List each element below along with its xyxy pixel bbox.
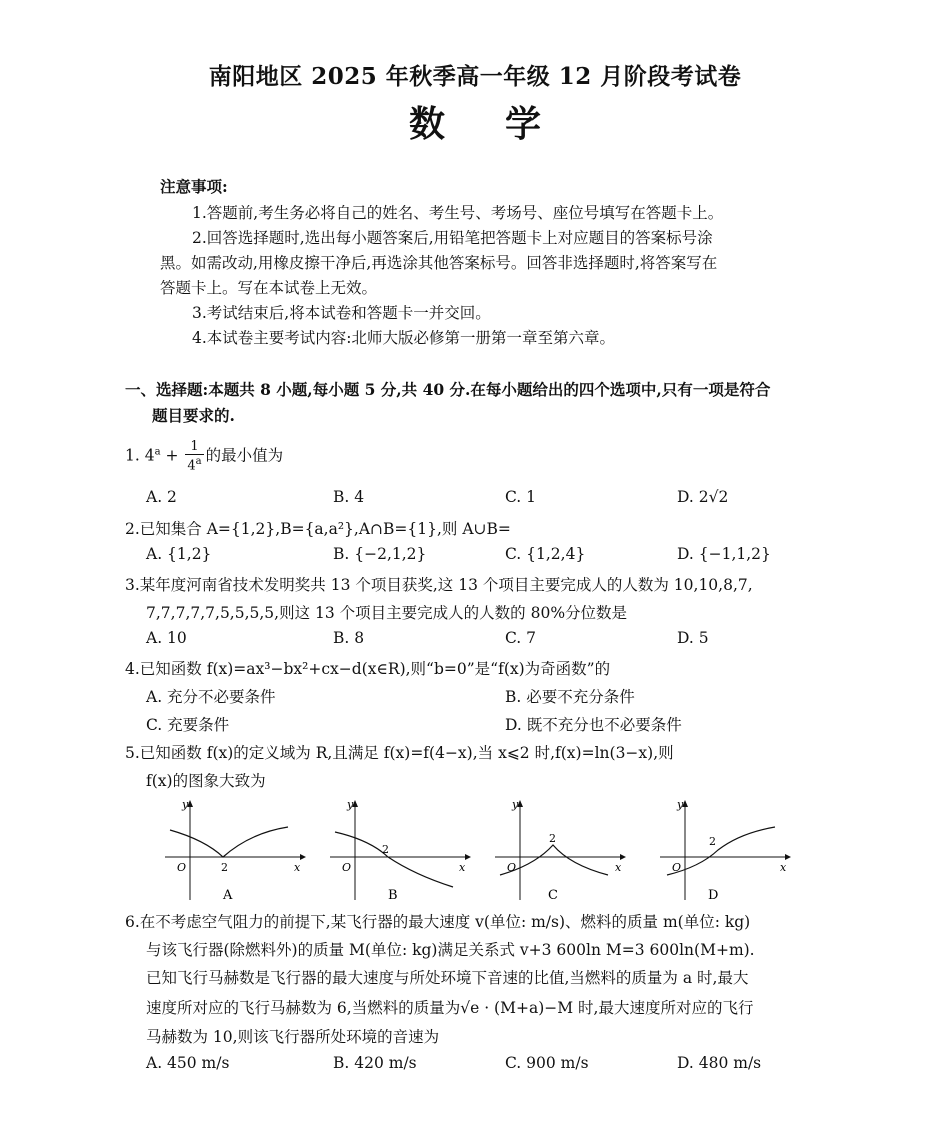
question-2-stem: 2.已知集合 A={1,2},B={a,a²},A∩B={1},则 A∪B=	[125, 520, 511, 538]
notes-item-4: 4.本试卷主要考试内容:北师大版必修第一册第一章至第六章。	[192, 329, 616, 347]
q5-a-origin: O	[177, 861, 187, 874]
question-5-stem-cont: f(x)的图象大致为	[146, 772, 266, 790]
q4-option-b: B. 必要不充分条件	[505, 688, 635, 706]
q1-den: 4	[187, 458, 196, 474]
notes-item-3: 3.考试结束后,将本试卷和答题卡一并交回。	[192, 304, 491, 322]
q4-option-d: D. 既不充分也不必要条件	[505, 716, 682, 734]
question-1-stem	[125, 440, 283, 473]
question-6-stem-3: 已知飞行马赫数是飞行器的最大速度与所处环境下音速的比值,当燃料的质量为 a 时,最大	[146, 969, 749, 987]
q3-option-d: D. 5	[677, 629, 709, 647]
q5-graph-a	[160, 795, 310, 905]
q5-a-tick: 2	[221, 861, 228, 874]
section-heading: 一、选择题:本题共 8 小题,每小题 5 分,共 40 分.在每小题给出的四个选项中,只有一项是符合	[125, 380, 771, 399]
q5-curve-a	[170, 827, 288, 857]
q5-curve-d	[667, 827, 775, 875]
q1-option-a: A. 2	[146, 488, 177, 506]
q5-d-x-label: x	[780, 861, 787, 874]
notes-heading: 注意事项:	[160, 177, 228, 196]
notes-item-2: 2.回答选择题时,选出每小题答案后,用铅笔把答题卡上对应题目的答案标号涂	[192, 229, 713, 247]
q1-fraction	[185, 440, 203, 473]
q1-suffix: 的最小值为	[205, 446, 284, 465]
q1-option-d: D. 2√2	[677, 488, 729, 506]
q1-option-b: B. 4	[333, 488, 365, 506]
question-3-stem-cont: 7,7,7,7,7,5,5,5,5,则这 13 个项目主要完成人的人数的 80%分位数是	[146, 604, 628, 622]
q6-option-b: B. 420 m/s	[333, 1054, 417, 1072]
q5-b-tick: 2	[382, 843, 389, 856]
q5-graph-c	[490, 795, 640, 905]
q1-den-exp: a	[195, 456, 202, 467]
q1-exp: a	[154, 446, 161, 458]
q5-graph-b	[325, 795, 475, 905]
q3-option-c: C. 7	[505, 629, 537, 647]
question-3-stem: 3.某年度河南省技术发明奖共 13 个项目获奖,这 13 个项目主要完成人的人数为 10,10,8,7,	[125, 576, 753, 594]
q5-c-label: C	[548, 888, 558, 903]
question-4-stem: 4.已知函数 f(x)=ax³−bx²+cx−d(x∈R),则“b=0”是“f(x)为奇函数”的	[125, 660, 611, 678]
q2-option-b: B. {−2,1,2}	[333, 545, 427, 563]
notes-item-2-cont: 黑。如需改动,用橡皮擦干净后,再选涂其他答案标号。回答非选择题时,将答案写在	[160, 254, 718, 272]
q5-a-label: A	[223, 888, 233, 903]
q5-c-y-label: y	[512, 798, 519, 811]
q3-option-a: A. 10	[146, 629, 187, 647]
q1-plus: +	[160, 446, 184, 465]
notes-item-1: 1.答题前,考生务必将自己的姓名、考生号、考场号、座位号填写在答题卡上。	[192, 204, 724, 222]
notes-item-2-end: 答题卡上。写在本试卷上无效。	[160, 279, 378, 297]
question-5-stem: 5.已知函数 f(x)的定义域为 R,且满足 f(x)=f(4−x),当 x⩽2 时,f(x)=ln(3−x),则	[125, 744, 674, 762]
q5-c-x-label: x	[615, 861, 622, 874]
q5-d-tick: 2	[709, 835, 716, 848]
q2-option-a: A. {1,2}	[146, 545, 212, 563]
q2-option-d: D. {−1,1,2}	[677, 545, 771, 563]
q4-option-c: C. 充要条件	[146, 716, 230, 734]
q5-c-tick: 2	[549, 832, 556, 845]
q6-option-c: C. 900 m/s	[505, 1054, 589, 1072]
q5-d-y-label: y	[677, 798, 684, 811]
q1-num: 1	[185, 440, 203, 455]
q1-option-c: C. 1	[505, 488, 537, 506]
question-6-stem-2: 与该飞行器(除燃料外)的质量 M(单位: kg)满足关系式 v+3 600ln M=3 600ln(M+m).	[146, 941, 755, 959]
q5-b-x-label: x	[459, 861, 466, 874]
q6-option-d: D. 480 m/s	[677, 1054, 762, 1072]
q3-option-b: B. 8	[333, 629, 365, 647]
q5-c-origin: O	[507, 861, 517, 874]
section-heading-cont: 题目要求的.	[152, 406, 235, 425]
q5-a-x-label: x	[294, 861, 301, 874]
q5-curve-c	[500, 845, 608, 875]
q5-d-label: D	[708, 888, 719, 903]
exam-subject: 数学	[408, 103, 601, 145]
q2-option-c: C. {1,2,4}	[505, 545, 586, 563]
q1-prefix: 1. 4	[125, 446, 155, 465]
question-6-stem: 6.在不考虑空气阻力的前提下,某飞行器的最大速度 v(单位: m/s)、燃料的质量 m(单位: kg)	[125, 913, 751, 931]
question-6-stem-5: 马赫数为 10,则该飞行器所处环境的音速为	[146, 1028, 440, 1046]
q5-b-y-label: y	[347, 798, 354, 811]
q5-graph-d	[655, 795, 805, 905]
q5-a-y-label: y	[182, 798, 189, 811]
q5-curve-b	[335, 832, 453, 887]
q4-option-a: A. 充分不必要条件	[146, 688, 276, 706]
q6-option-a: A. 450 m/s	[146, 1054, 230, 1072]
q5-b-origin: O	[342, 861, 352, 874]
q5-d-origin: O	[672, 861, 682, 874]
q5-b-label: B	[388, 888, 398, 903]
exam-title: 南阳地区 2025 年秋季高一年级 12 月阶段考试卷	[208, 63, 742, 90]
question-6-stem-4: 速度所对应的飞行马赫数为 6,当燃料的质量为√e · (M+a)−M 时,最大速度所对应的飞行	[146, 999, 754, 1017]
